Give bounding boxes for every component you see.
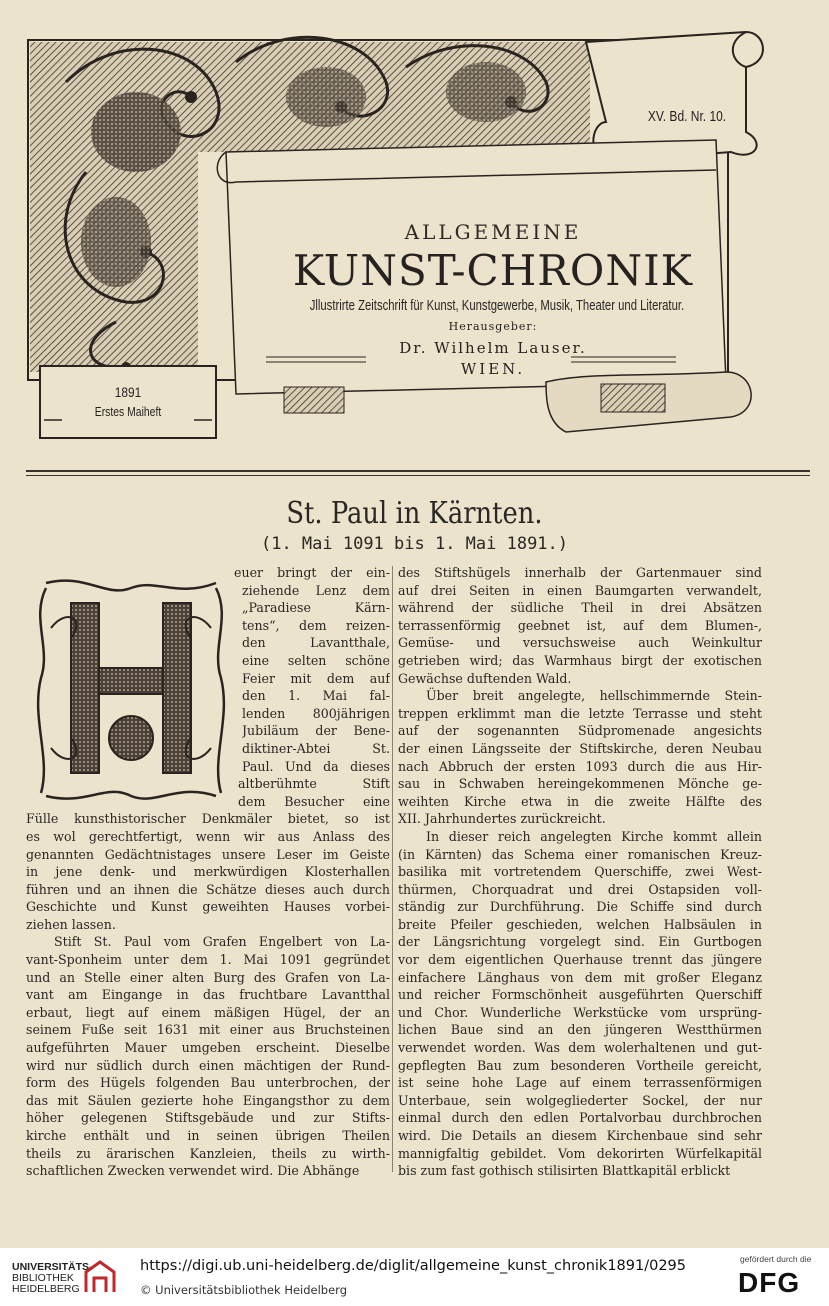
right-column-line: auf der sogenannten Südpromenade angesichts	[398, 723, 762, 739]
issue-label: Erstes Maiheft	[94, 404, 162, 419]
right-column-line: einfachere Länghaus von dem mit großer Eleganz	[398, 969, 762, 985]
left-column-line: Fülle kunsthistorischer Denkmäler bietet, so ist	[26, 811, 390, 827]
article-subtitle: (1. Mai 1091 bis 1. Mai 1891.)	[260, 534, 569, 554]
left-column-line: das mit Säulen gezierte hohe Eingangsthor zu dem	[26, 1092, 390, 1108]
issue-box	[46, 372, 210, 434]
left-column-line: führen und an ihnen die Schätze dieses auch durch	[26, 881, 390, 897]
copyright-text: © Universitätsbibliothek Heidelberg	[140, 1283, 348, 1297]
title-top: ALLGEMEINE	[404, 220, 582, 244]
right-column-line: In dieser reich angelegten Kirche kommt allein	[426, 828, 762, 844]
left-column-line: aufgeführten Mauer umgeben erscheint. Dieselbe	[26, 1040, 390, 1056]
left-column-line: seinem Fuße seit 1631 mit einer aus Bruchsteinen	[26, 1022, 390, 1038]
footer-bar	[0, 1248, 829, 1306]
right-column-line: Unterbaue, sein wolgegliederter Sockel, der nur	[398, 1092, 762, 1108]
right-column-line: bis zum fast gothisch stilisirten Blattkapitäl erblickt	[398, 1163, 731, 1179]
left-column-line: lenden 800jährigen	[242, 705, 390, 721]
left-column-line: in jene denk- und merkwürdigen Klosterhallen	[26, 864, 390, 880]
right-column-line: vor dem eigentlichen Querhause trennt das jüngere	[398, 952, 762, 968]
title-main: KUNST-CHRONIK	[292, 246, 694, 295]
library-logo-icon	[82, 1258, 118, 1296]
left-column-line: den Lavantthale,	[242, 635, 390, 651]
right-column-line: Über breit angelegte, hellschimmernde Stein-	[426, 688, 762, 704]
decorated-initial-h	[26, 568, 236, 804]
left-column-line: form des Hügels folgenden Bau unterbrochen, der	[26, 1075, 390, 1091]
right-column-line: XII. Jahrhundertes zurückreicht.	[398, 811, 606, 827]
left-column-line: vant-Sponheim unter dem 1. Mai 1091 gegründet	[26, 952, 390, 968]
masthead	[26, 22, 810, 464]
left-column-line: Feier mit dem auf	[242, 670, 390, 686]
left-column-line: erbaut, liegt auf einem mäßigen Hügel, der an	[26, 1004, 390, 1020]
right-column-line: ständig zur Durchführung. Die Schiffe sind durch	[398, 899, 762, 915]
dfg-logo: DFG	[738, 1267, 801, 1298]
issue-year: 1891	[114, 384, 142, 400]
left-column-line: genannten Gedächtnistages unsere Leser im Geiste	[26, 846, 390, 862]
right-column-line: treppen erklimmt man die letzte Terrasse und steht	[398, 705, 762, 721]
right-column-line: verwendet worden. Was dem wolerhaltenen und gut-	[398, 1040, 762, 1056]
left-column-line: wird nur südlich durch einen mächtigen der Rund-	[26, 1057, 390, 1073]
left-column-line: Stift St. Paul vom Grafen Engelbert von La-	[54, 934, 390, 950]
right-column-line: der einen Längsseite der Stiftskirche, deren Neubau	[398, 740, 762, 756]
right-column-line: mannigfaltig gebildet. Vom dekorirten Würfelkapitäl	[398, 1145, 762, 1161]
library-name-line3: HEIDELBERG	[12, 1283, 80, 1295]
right-column-line: wird. Die Details an diesem Kirchenbaue sind sehr	[398, 1128, 762, 1143]
left-column-line: ziehen lassen.	[26, 916, 116, 932]
left-column-line: tens“, dem reizen-	[242, 617, 390, 633]
right-column-line: terrassenförmig geebnet ist, auf dem Blumen-,	[398, 617, 762, 633]
header-rule-thin	[26, 475, 810, 476]
right-column-line: der Längsrichtung vorgelegt sind. Ein Gurtbogen	[398, 934, 762, 950]
left-column-line: diktiner-Abtei St.	[242, 740, 390, 756]
right-column-line: (in Kärnten) das Schema einer romanischen Kreuz-	[398, 846, 762, 862]
right-column-line: nach Abbruch der ersten 1093 durch die aus Hir-	[398, 758, 762, 774]
library-name-line2: BIBLIOTHEK	[12, 1272, 74, 1284]
right-column-line: einmal durch den edlen Portalvorbau durchbrochen	[398, 1110, 762, 1126]
right-column-line: basilika mit vortretendem Querschiffe, zwei West-	[398, 864, 762, 880]
left-column-line: und an Stelle einer alten Burg des Grafen von La-	[26, 969, 390, 985]
right-column-line: und reicher Formschönheit ausgeführten Querschiff	[398, 987, 762, 1003]
left-column-line: vant am Eingange in das fruchtbare Lavantthal	[26, 987, 390, 1003]
left-column	[26, 564, 390, 1180]
library-name	[12, 1262, 93, 1295]
right-column-line: und Chor. Wunderliche Werkstücke vom ursprüng-	[398, 1004, 762, 1020]
left-column-line: höher gelegenen Stiftsgebäude und zur Stifts-	[26, 1110, 390, 1126]
masthead-title-panel	[258, 182, 728, 412]
left-column-line: Paul. Und da dieses	[242, 758, 390, 774]
left-column-line: Jubiläum der Bene-	[242, 723, 390, 739]
right-column-line: thürmen, Chorquadrat und drei Ostapsiden voll-	[398, 881, 762, 897]
left-column-line: „Paradiese Kärn-	[242, 600, 390, 616]
left-column-line: altberühmte Stift	[238, 776, 390, 792]
right-column-line: Gewächse duftenden Wald.	[398, 670, 572, 686]
left-column-line: theils zu ärarischen Kanzleien, theils zu wirth-	[26, 1145, 390, 1161]
right-column-line: während der südliche Theil in drei Absätzen	[398, 600, 762, 616]
left-column-line: euer bringt der ein-	[234, 565, 390, 580]
left-column-line: den 1. Mai fal-	[242, 688, 390, 704]
right-column-line: weihten Kirche etwa in die zweite Hälfte des	[398, 793, 762, 809]
right-column-line: lichen Baue sind an den jüngeren Westthürmen	[398, 1022, 762, 1038]
right-column	[398, 564, 762, 1180]
dfg-label: gefördert durch die	[740, 1254, 812, 1264]
left-column-line: es wol gerechtfertigt, wenn wir aus Anlass des	[26, 828, 390, 844]
left-column-line: kirche enthält und in seinen übrigen Theilen	[26, 1128, 390, 1143]
left-column-line: ziehende Lenz dem	[242, 582, 390, 598]
right-column-line: gepflegten Bau zum besonderen Vortheile gereicht,	[398, 1057, 762, 1073]
left-column-line: eine selten schöne	[242, 652, 390, 668]
right-column-line: getrieben wird; das Warmhaus birgt der exotischen	[398, 652, 762, 668]
article-title: St. Paul in Kärnten.	[286, 496, 543, 531]
column-divider	[392, 566, 393, 1172]
editor-name: Dr. Wilhelm Lauser.	[399, 339, 587, 357]
issue-number: XV. Bd. Nr. 10.	[647, 108, 727, 125]
left-column-line: Geschichte und Kunst geweihten Hauses vorbei-	[26, 899, 390, 915]
library-name-line1: UNIVERSITÄTS-	[12, 1261, 93, 1273]
right-column-line: auf drei Seiten in einen Baumgarten verwandelt,	[398, 582, 762, 598]
right-column-line: breite Pfeiler geschieden, welchen Halbsäulen in	[398, 916, 762, 932]
right-column-line: ist seine hohe Lage auf einem terrassenförmigen	[398, 1075, 762, 1091]
right-column-line: des Stiftshügels innerhalb der Gartenmauer sind	[398, 565, 762, 580]
left-column-line: schaftlichen Zwecken verwendet wird. Die Abhänge	[26, 1163, 360, 1179]
right-column-line: sau in Schwaben hereingekommenen Mönche ge-	[398, 776, 762, 792]
header-rule-thick	[26, 470, 810, 472]
title-subtitle: Jllustrirte Zeitschrift für Kunst, Kunstgewerbe, Musik, Theater und Literatur.	[309, 298, 685, 314]
right-column-line: Gemüse- und versuchsweise auch Weinkultur	[398, 635, 762, 651]
editor-label: Herausgeber:	[448, 320, 538, 333]
source-url-link[interactable]: https://digi.ub.uni-heidelberg.de/diglit/allgemeine_kunst_chronik1891/0295	[140, 1258, 687, 1274]
left-column-line: dem Besucher eine	[238, 793, 390, 809]
publication-city: WIEN.	[460, 360, 526, 378]
